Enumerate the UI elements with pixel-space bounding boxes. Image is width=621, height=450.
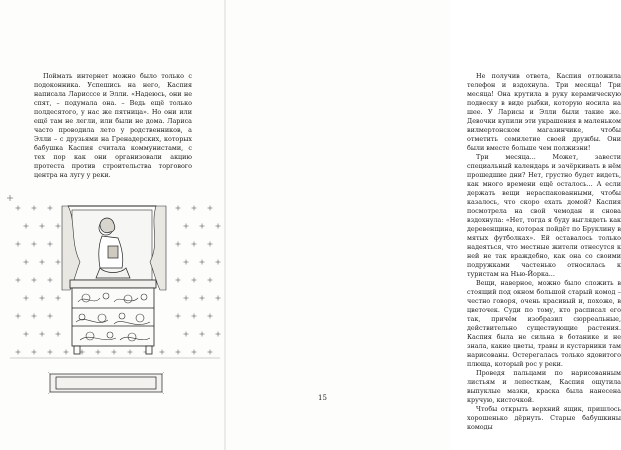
right-paragraph-3: Вещи, наверное, можно было сложить в стоящий под окном большой старый комод – честно говоря, очень красивый и, похоже, в цветочек. Суди по тому, кто расписал его так, причём изобразил сюрреальные, действительно существующие растения. Каспия была не сильна в ботанике и не знала, какие цветы, травы и кустарники там нарисованы. Остерегалась только ядовитого плюща, который рос у реки. (467, 279, 621, 368)
right-page-text (467, 72, 621, 432)
wallpaper-cross (176, 206, 181, 211)
wallpaper-cross (208, 278, 213, 283)
wallpaper-cross (200, 260, 205, 265)
wallpaper-cross (32, 314, 37, 319)
wallpaper-cross (208, 206, 213, 211)
right-paragraph-1: Не получив ответа, Каспия отложила телефон и вздохнула. Три месяца! Три месяца! Она крутила в руку керамическую подвеску в виде рыбки, которую носила на шее. У Ларисы и Элли были такие же. Девочки купили эти украшения в маленьком вилмертонском магазинчике, чтобы отметить семилетие своей дружбы. Они были вместе больше чем полжизни! (467, 72, 621, 152)
wallpaper-cross (16, 350, 21, 355)
right-page (225, 0, 621, 450)
right-paragraph-4: Проведя пальцами по нарисованным листьям и лепесткам, Каспия ощутила выпуклые мазки, краска была нанесена кручую, кисточкой. (467, 369, 621, 404)
page-number: 15 (318, 394, 327, 402)
wallpaper-cross (112, 350, 117, 355)
wallpaper-cross (176, 350, 181, 355)
wallpaper-cross (24, 296, 29, 301)
wallpaper-cross (200, 224, 205, 229)
wallpaper-cross (176, 278, 181, 283)
wallpaper-cross (48, 278, 53, 283)
wallpaper-cross (128, 350, 133, 355)
wallpaper-cross (24, 260, 29, 265)
wallpaper-cross (200, 332, 205, 337)
wallpaper-cross (56, 260, 61, 265)
wallpaper-cross (216, 260, 221, 265)
wallpaper-cross (48, 314, 53, 319)
wallpaper-cross (96, 350, 101, 355)
wallpaper-cross (200, 296, 205, 301)
wallpaper-cross (208, 242, 213, 247)
wallpaper-cross (216, 332, 221, 337)
wallpaper-cross (208, 314, 213, 319)
wallpaper-cross (24, 224, 29, 229)
wallpaper-cross (48, 242, 53, 247)
wallpaper-cross (192, 206, 197, 211)
wallpaper-cross (40, 260, 45, 265)
wallpaper-cross (40, 224, 45, 229)
wallpaper-cross (184, 260, 189, 265)
wallpaper-cross (16, 206, 21, 211)
wallpaper-cross (40, 332, 45, 337)
wallpaper-cross (48, 206, 53, 211)
wallpaper-cross (160, 350, 165, 355)
wallpaper-cross (216, 224, 221, 229)
wallpaper-cross (192, 242, 197, 247)
wallpaper-cross (48, 350, 53, 355)
wallpaper-cross (184, 332, 189, 337)
wallpaper-cross (16, 314, 21, 319)
wallpaper-cross (184, 224, 189, 229)
wallpaper-cross (32, 206, 37, 211)
wallpaper-cross (192, 314, 197, 319)
wallpaper-cross (208, 350, 213, 355)
wallpaper-cross (40, 296, 45, 301)
wallpaper-cross (32, 242, 37, 247)
wallpaper-cross (56, 332, 61, 337)
wallpaper-cross (184, 296, 189, 301)
wallpaper-cross (32, 278, 37, 283)
wallpaper-cross (32, 350, 37, 355)
left-page-text (34, 72, 192, 180)
illustration-girl-on-dresser (10, 198, 220, 398)
rug (48, 372, 164, 394)
wallpaper-cross (16, 278, 21, 283)
wallpaper-cross (176, 242, 181, 247)
right-paragraph-2: Три месяца... Может, завести специальный календарь и зачёркивать в нём прошедшие дни? Нет, грустно будет видеть, как много времени ещё осталось... А если держать вещи нераспакованными, чтобы казалось, что скоро ехать домой? Каспия посмотрела на свой чемодан и снова вздохнула: «Нет, тогда я буду выглядеть как деревенщина, которая пойдёт по Бруклину в мятых футболках». Ей оставалось только надеяться, что местные жители отнесутся к ней не так враждебно, как она со своими подружками частенько относилась к туристам на Нью-Йорка... (467, 153, 621, 278)
dresser (70, 280, 156, 354)
left-paragraph-1: Поймать интернет можно было только с подоконника. Успешись на него, Каспия написала Ларисссе и Элли. «Надеюсь, они не спят, – подумала она. – Ведь ещё только полдесятого, у нас же пятница». Но они или ещё там не легли, или были не дома. Лариса часто проводила лето у родственников, а Элли – с друзьями на Гренадерских, которых бабушка Каспия считала коммунистами, с тех пор как они организовали акцию протеста против строительства торгового центра на лугу у реки. (34, 72, 192, 179)
wallpaper-cross (192, 350, 197, 355)
right-paragraph-5: Чтобы открыть верхний ящик, пришлось хорошенько дёрнуть. Старые бабушкины комоды (467, 405, 621, 431)
wallpaper-cross (216, 296, 221, 301)
wallpaper-cross (16, 242, 21, 247)
wallpaper-cross (56, 224, 61, 229)
wallpaper-cross (56, 296, 61, 301)
wallpaper-cross (24, 332, 29, 337)
wallpaper-cross (192, 278, 197, 283)
wallpaper-cross (176, 314, 181, 319)
wallpaper-cross (64, 350, 69, 355)
left-page (0, 0, 225, 450)
